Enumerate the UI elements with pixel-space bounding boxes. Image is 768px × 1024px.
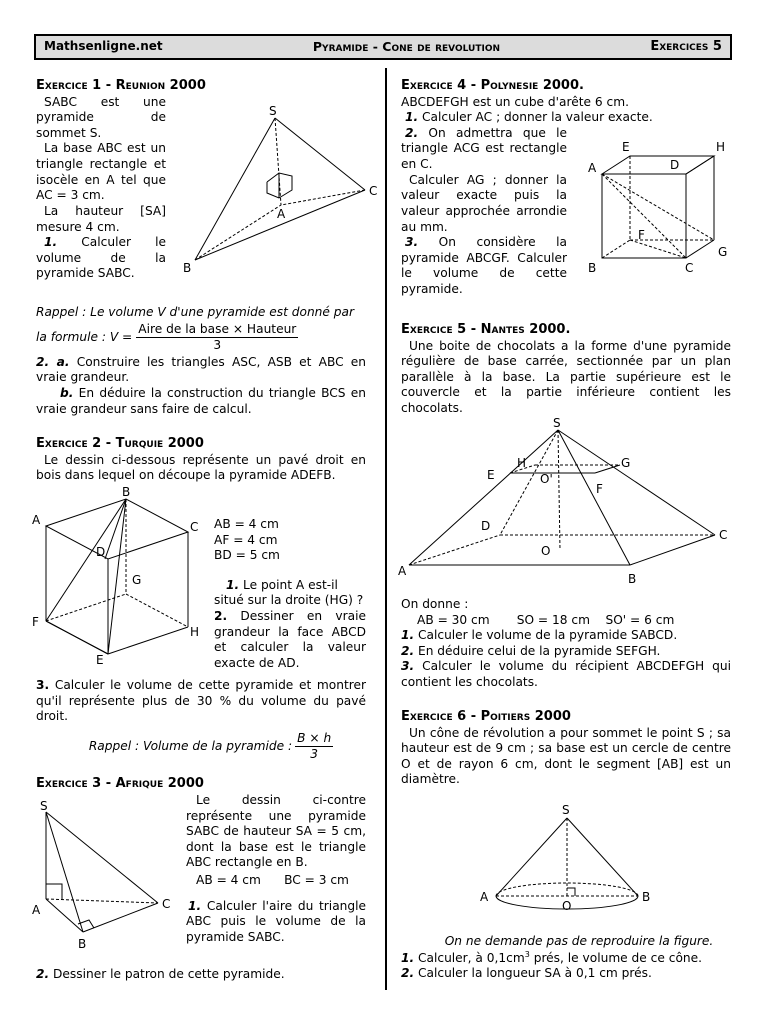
ex2-label-g: G — [132, 573, 142, 587]
ex2-box-figure — [30, 484, 210, 669]
ex1-q2b-text: En déduire la construction du triangle BCS en vraie grandeur sans faire de calcul. — [36, 386, 367, 416]
page-header — [34, 34, 732, 60]
ex4-label-c: C — [685, 261, 694, 275]
ex5-pyramid-figure — [395, 415, 740, 595]
ex3-q1-number: 1. — [188, 898, 202, 913]
ex5-label-f: F — [596, 482, 603, 496]
ex4-label-g: G — [718, 245, 728, 259]
ex5-label-c: C — [719, 528, 728, 542]
ex4-label-e: E — [622, 140, 630, 154]
ex1-q2a-text: Construire les triangles ASC, ASB et ABC en vraie grandeur. — [36, 354, 366, 385]
ex3-label-a: A — [32, 903, 41, 917]
ex5-q1-text: Calculer le volume de la pyramide SABCD. — [418, 628, 678, 643]
ex5-label-g: G — [621, 456, 631, 470]
ex1-label-s: S — [269, 104, 277, 118]
ex3-pyramid-figure — [28, 796, 188, 956]
ex2-rappel-denominator: 3 — [310, 747, 319, 762]
ex1-formula-numerator: Aire de la base × Hauteur — [136, 322, 298, 339]
exercise-6-title: Exercice 6 - Poitiers 2000 — [401, 709, 571, 724]
page-title: Pyramide - Cone de revolution — [312, 39, 501, 54]
ex5-label-s: S — [553, 416, 561, 430]
ex3-part2 — [36, 967, 366, 983]
ex4-label-f: F — [638, 228, 645, 242]
ex2-side-text — [214, 517, 366, 671]
ex3-q1-text: Calculer l'aire du triangle ABC puis le volume de la pyramide SABC. — [186, 898, 367, 944]
ex2-rappel: Rappel : Volume de la pyramide : — [88, 739, 293, 754]
ex1-q2a-number: 2. a. — [36, 354, 70, 369]
exercise-1-title: Exercice 1 - Reunion 2000 — [36, 78, 206, 93]
page-subtitle: Exercices 5 — [650, 38, 722, 54]
ex2-q3-text: Calculer le volume de cette pyramide et montrer qu'il représente plus de 30 % du volume du pavé droit. — [36, 678, 367, 724]
ex5-intro: Une boite de chocolats a la forme d'une pyramide régulière de base carrée, sectionnée par un plan parallèle à la base. La partie supérieure est le couvercle et la partie inférieure contient les chocolats. — [401, 338, 731, 416]
ex6-q1-text-a: Calculer, à 0,1cm — [418, 950, 525, 965]
ex5-q2-number: 2. — [401, 643, 415, 658]
ex2-rappel-numerator: B × h — [295, 731, 333, 748]
exercise-4-title: Exercice 4 - Polynesie 2000. — [401, 78, 584, 93]
exercise-2 — [36, 436, 366, 484]
ex5-on-donne: On donne : — [401, 597, 469, 611]
ex5-q2-text: En déduire celui de la pyramide SEFGH. — [418, 643, 661, 658]
ex1-rappel: Rappel : Le volume V d'une pyramide est donné par — [36, 305, 354, 319]
ex1-label-a: A — [277, 207, 286, 221]
ex1-para-3: La hauteur [SA] mesure 4 cm. — [36, 203, 166, 234]
ex1-pyramid-figure — [175, 100, 385, 285]
ex3-data: AB = 4 cm BC = 3 cm — [196, 873, 349, 888]
ex4-label-a: A — [588, 161, 597, 175]
ex4-label-h: H — [716, 140, 726, 154]
ex1-q2b-number: b. — [60, 386, 74, 401]
ex4-q2a-text: On admettra que le triangle ACG est rectangle en C. — [401, 125, 567, 172]
ex2-label-h: H — [190, 625, 200, 639]
ex3-q2-text: Dessiner le patron de cette pyramide. — [53, 967, 285, 981]
column-divider — [385, 68, 387, 990]
ex4-label-b: B — [588, 261, 597, 275]
ex1-q1-number: 1. — [44, 235, 58, 250]
ex6-cone-figure — [470, 800, 670, 915]
ex6-q1-text-b: prés, le volume de ce cône. — [529, 950, 702, 965]
ex5-part2 — [401, 597, 731, 691]
ex5-q1-number: 1. — [401, 628, 415, 643]
ex6-label-o: O — [562, 899, 572, 913]
ex4-q1-number: 1. — [405, 110, 419, 125]
ex5-label-e: E — [487, 468, 495, 482]
ex2-label-a: A — [32, 513, 41, 527]
ex2-data-bd: BD = 5 cm — [214, 548, 280, 563]
exercise-6 — [401, 709, 731, 788]
ex5-label-d: D — [481, 519, 491, 533]
exercise-3 — [36, 776, 366, 793]
ex4-q2-number: 2. — [405, 125, 419, 140]
ex5-label-o: O — [541, 544, 551, 558]
ex6-q2-text: Calculer la longueur SA à 0,1 cm prés. — [418, 966, 652, 981]
ex6-q1-number: 1. — [401, 950, 415, 965]
ex2-label-d: D — [96, 545, 106, 559]
ex4-q3-text: On considère la pyramide ABCGF. Calculer le volume de cette pyramide. — [401, 235, 568, 296]
ex4-q2b-text: Calculer AG ; donner la valeur exacte puis la valeur approchée arrondie au mm. — [401, 172, 567, 234]
ex3-label-c: C — [162, 897, 171, 911]
ex5-label-a: A — [398, 564, 407, 578]
exercise-3-title: Exercice 3 - Afrique 2000 — [36, 776, 204, 791]
ex3-side-text — [186, 793, 366, 945]
ex6-q1-superscript: 3 — [524, 949, 530, 959]
ex5-q3-number: 3. — [401, 659, 415, 674]
ex5-q3-text: Calculer le volume du récipient ABCDEFGH qui contient les chocolats. — [401, 659, 732, 690]
ex3-label-b: B — [78, 937, 87, 951]
exercise-5 — [401, 322, 731, 417]
ex5-data: AB = 30 cm SO = 18 cm SO' = 6 cm — [417, 612, 675, 627]
ex4-q1-text: Calculer AC ; donner la valeur exacte. — [422, 110, 653, 125]
ex6-part2 — [401, 934, 731, 982]
ex1-para-2: La base ABC est un triangle rectangle et isocèle en A tel que AC = 3 cm. — [36, 141, 166, 203]
ex2-q2-number: 2. — [214, 609, 228, 624]
ex6-label-s: S — [562, 803, 570, 817]
ex1-label-c: C — [369, 184, 378, 198]
ex2-part2 — [36, 678, 366, 763]
site-name: Mathsenligne.net — [44, 39, 163, 54]
ex1-formula-label: la formule : V = — [36, 329, 133, 344]
exercise-2-title: Exercice 2 - Turquie 2000 — [36, 436, 204, 451]
ex3-label-s: S — [40, 799, 48, 813]
ex2-label-b: B — [122, 485, 131, 499]
ex1-formula-denominator: 3 — [213, 338, 222, 353]
ex3-intro: Le dessin ci-contre représente une pyramide SABC de hauteur SA = 5 cm, dont la base est le triangle ABC rectangle en B. — [186, 793, 366, 870]
ex1-para-1: SABC est une pyramide de sommet S. — [36, 94, 166, 140]
ex2-q1-text: Le point A est-il situé sur la droite (HG) ? — [214, 577, 364, 608]
ex1-label-b: B — [183, 261, 192, 275]
ex5-label-o-prime: O' — [540, 472, 553, 486]
ex2-q2-text: Dessiner en vraie grandeur la face ABCD et calculer la valeur exacte de AD. — [214, 609, 367, 670]
ex1-q1-text: Calculer le volume de la pyramide SABC. — [36, 235, 166, 281]
ex4-q3-number: 3. — [405, 235, 419, 250]
ex2-data-af: AF = 4 cm — [214, 532, 278, 547]
ex3-q2-number: 2. — [36, 967, 50, 981]
ex4-intro: ABCDEFGH est un cube d'arête 6 cm. — [401, 94, 629, 109]
ex4-label-d: D — [670, 158, 680, 172]
ex5-label-h: H — [517, 456, 527, 470]
ex6-q2-number: 2. — [401, 966, 415, 981]
ex2-data-ab: AB = 4 cm — [214, 517, 279, 531]
ex6-label-b: B — [642, 890, 651, 904]
ex6-label-a: A — [480, 890, 489, 904]
ex2-label-c: C — [190, 520, 199, 534]
ex6-note: On ne demande pas de reproduire la figure. — [444, 934, 714, 948]
ex2-q3-number: 3. — [36, 678, 50, 692]
exercise-1-part2 — [36, 305, 366, 417]
ex2-label-e: E — [96, 653, 104, 667]
ex2-label-f: F — [32, 615, 39, 629]
ex2-intro: Le dessin ci-dessous représente un pavé droit en bois dans lequel on découpe la pyramide ADEFB. — [36, 452, 366, 483]
ex6-intro: Un cône de révolution a pour sommet le point S ; sa hauteur est de 9 cm ; sa base est un cercle de centre O et de rayon 6 cm, dont le segment [AB] est un diamètre. — [401, 725, 731, 787]
ex2-q1-number: 1. — [226, 577, 240, 592]
ex4-cube-figure — [582, 136, 742, 281]
exercise-5-title: Exercice 5 - Nantes 2000. — [401, 322, 571, 337]
ex5-label-b: B — [628, 572, 637, 586]
